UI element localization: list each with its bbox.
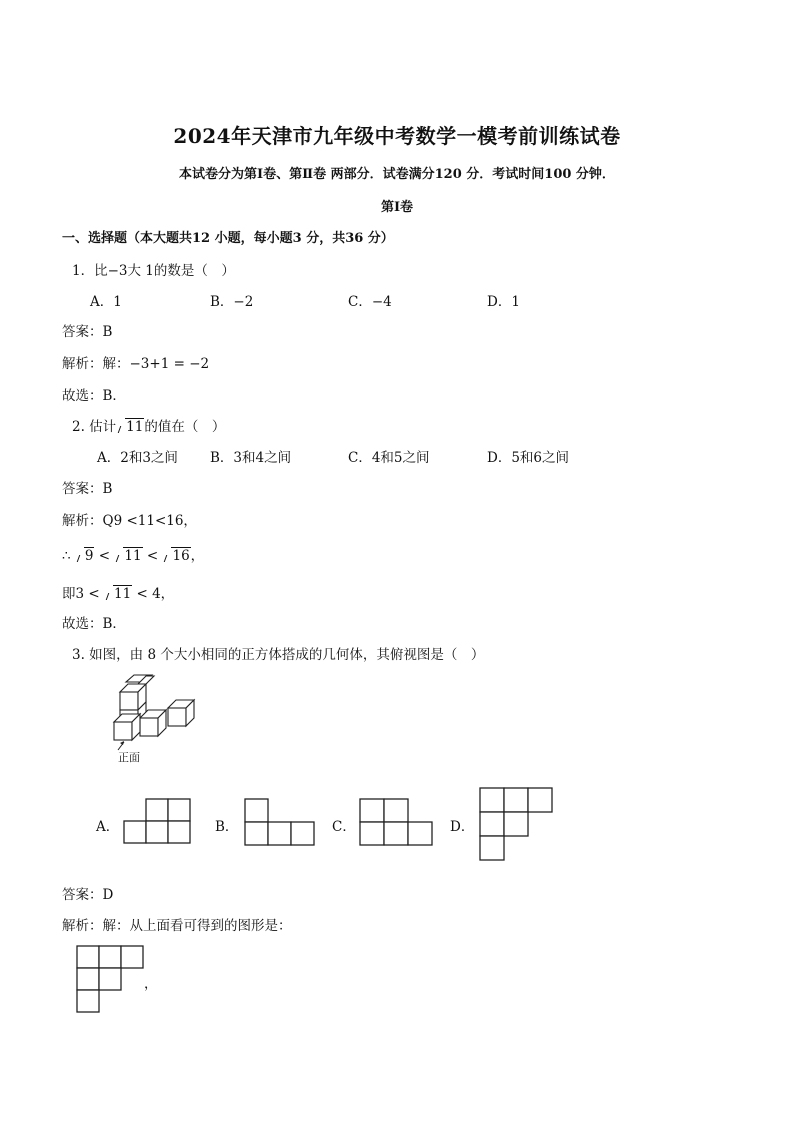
q3-trailing-comma: ，	[144, 976, 158, 992]
q2-step1: ∴ 9 < 11 < 16，	[62, 548, 205, 564]
q2-step2: 即3 < 11 < 4，	[62, 586, 175, 602]
q2-conclusion: 故选：B．	[62, 616, 126, 632]
volume-heading: 第Ⅰ卷	[380, 200, 414, 215]
front-label: 正面	[118, 751, 140, 764]
q1-conclusion: 故选：B．	[62, 388, 126, 404]
sqrt-11: 11	[104, 586, 132, 602]
q2-answer: 答案：B	[62, 481, 113, 497]
q3-analysis: 解析：解：从上面看可得到的图形是：	[62, 918, 292, 934]
q2-stem-before: 2. 估计	[72, 419, 117, 435]
cube-stack-figure	[100, 672, 210, 770]
q2-stem-after: 的值在（ ）	[144, 419, 226, 435]
section-heading: 一、选择题（本大题共12 小题，每小题3 分，共36 分）	[62, 231, 394, 246]
q2-option-b: B．3和4之间	[210, 450, 292, 466]
q3-stem: 3. 如图，由 8 个大小相同的正方体搭成的几何体，其俯视图是（ ）	[72, 647, 485, 663]
q1-option-d: D．1	[487, 294, 520, 310]
q2-option-c: C．4和5之间	[348, 450, 430, 466]
q3-solution-figure	[75, 944, 147, 1016]
q3-option-d-label: D．	[450, 819, 475, 835]
q3-option-c-figure	[358, 798, 436, 848]
q3-option-a-label: A．	[96, 819, 120, 835]
q1-option-c: C．−4	[348, 294, 392, 310]
q1-option-a: A．1	[90, 294, 122, 310]
sqrt-11: 11	[114, 548, 142, 564]
q2-option-a: A．2和3之间	[97, 450, 178, 466]
q3-answer: 答案：D	[62, 887, 114, 903]
q3-option-d-figure	[478, 786, 558, 864]
q3-option-a-figure	[122, 798, 194, 848]
q2-analysis: 解析：Q9 <11<16，	[62, 513, 197, 529]
q1-analysis: 解析：解：−3+1 = −2	[62, 356, 210, 372]
q3-option-b-figure	[243, 798, 318, 848]
q2-option-d: D．5和6之间	[487, 450, 570, 466]
sqrt-9: 9	[75, 548, 95, 564]
exam-instructions: 本试卷分为第Ⅰ卷、第Ⅱ卷 两部分．试卷满分120 分．考试时间100 分钟．	[179, 167, 615, 182]
sqrt-11: 11	[116, 419, 144, 435]
q1-answer: 答案：B	[62, 324, 113, 340]
q3-option-b-label: B．	[215, 819, 239, 835]
q1-option-b: B．−2	[210, 294, 254, 310]
q2-stem	[72, 415, 225, 435]
q1-stem: 1．比−3大 1的数是（ ）	[72, 263, 235, 279]
page-title: 2024年天津市九年级中考数学一模考前训练试卷	[173, 124, 621, 148]
q3-option-c-label: C．	[332, 819, 356, 835]
sqrt-16: 16	[162, 548, 190, 564]
